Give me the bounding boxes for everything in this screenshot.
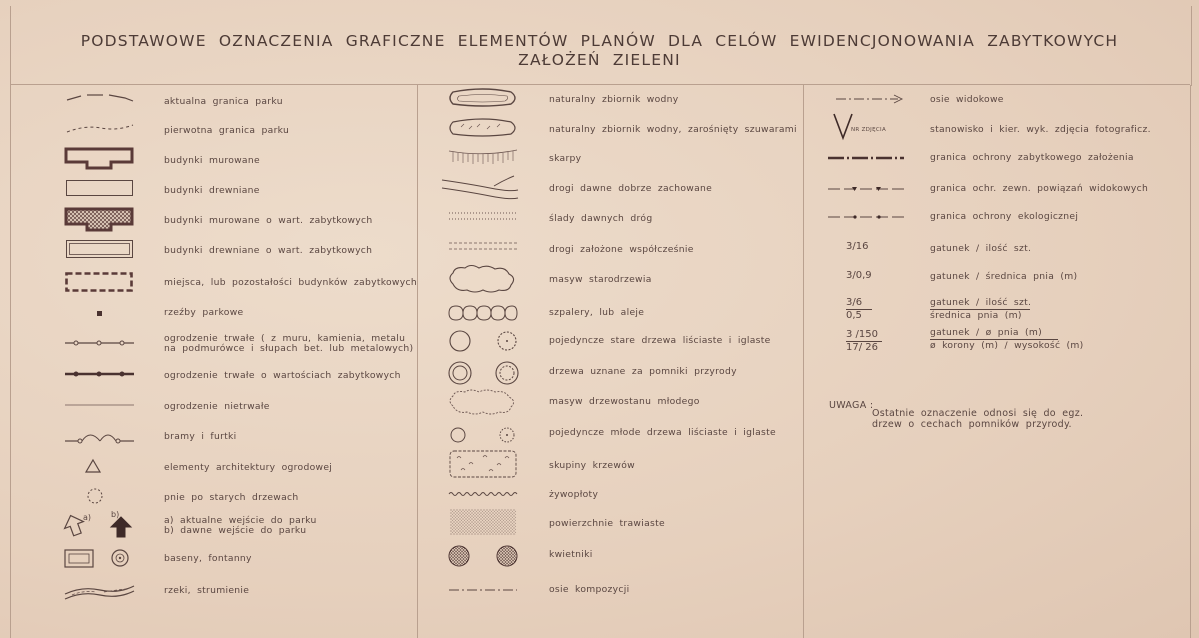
title-line-2: ZAŁOŻEŃ ZIELENI xyxy=(518,51,681,69)
permanent-fence-symbol xyxy=(64,336,136,350)
current-entrance-arrow-icon xyxy=(63,512,85,538)
former-entrance-arrow-icon xyxy=(110,516,132,538)
legend-label: drogi założone współcześnie xyxy=(549,244,694,255)
note-heading: UWAGA : xyxy=(829,400,874,411)
legend-label: granica ochrony ekologicznej xyxy=(930,211,1079,222)
legend-label: ślady dawnych dróg xyxy=(549,213,653,224)
legend-label: naturalny zbiornik wodny xyxy=(549,94,679,105)
historic-brick-building-symbol xyxy=(65,208,135,232)
legend-label: masyw starodrzewia xyxy=(549,274,652,285)
entrance-b-marker: b) xyxy=(111,510,120,519)
legend-label: naturalny zbiornik wodny, zarośnięty szuwarami xyxy=(549,124,797,135)
view-axes-symbol xyxy=(834,92,906,106)
legend-label: ogrodzenie nietrwałe xyxy=(164,401,270,412)
legend-label xyxy=(164,334,413,354)
current-park-boundary-symbol xyxy=(65,92,135,106)
legend-label: aktualna granica parku xyxy=(164,96,283,107)
legend-label: drogi dawne dobrze zachowane xyxy=(549,183,713,194)
legend-label: ogrodzenie trwałe o wartościach zabytkowych xyxy=(164,370,401,381)
legend-label-line-1: gatunek / ilość szt. xyxy=(930,297,1032,308)
legend-label: budynki drewniane o wart. zabytkowych xyxy=(164,245,373,256)
road-traces-symbol xyxy=(447,210,519,222)
legend-label: rzeki, strumienie xyxy=(164,585,250,596)
species-count-code: 3/16 xyxy=(846,241,869,252)
legend-label: pojedyncze młode drzewa liściaste i iglaste xyxy=(549,427,777,438)
pools-fountains-symbol xyxy=(64,548,136,570)
legend-label: elementy architektury ogrodowej xyxy=(164,462,333,473)
legend-label: gatunek / ilość szt. xyxy=(930,243,1032,254)
overgrown-pond-symbol xyxy=(447,118,519,138)
flower-beds-symbol xyxy=(447,544,519,568)
young-single-trees-symbol xyxy=(447,424,519,446)
nature-monument-trees-symbol xyxy=(447,359,519,387)
code-numerator: 3 /150 xyxy=(846,329,878,340)
legend-label: masyw drzewostanu młodego xyxy=(549,396,700,407)
old-roads-symbol xyxy=(440,174,520,202)
legend-label-line-1: gatunek / ø pnia (m) xyxy=(930,327,1043,338)
historic-fence-symbol xyxy=(64,367,136,381)
escarpment-symbol xyxy=(447,148,519,168)
column-rule-right xyxy=(1190,85,1191,638)
legend-label: baseny, fontanny xyxy=(164,553,252,564)
legend-label: bramy i furtki xyxy=(164,431,237,442)
legend-label: rzeźby parkowe xyxy=(164,307,244,318)
legend-label: granica ochrony zabytkowego założenia xyxy=(930,152,1134,163)
legend-label: powierzchnie trawiaste xyxy=(549,518,665,529)
legend-label: pojedyncze stare drzewa liściaste i iglaste xyxy=(549,335,771,346)
garden-architecture-triangle-symbol xyxy=(85,459,101,473)
original-park-boundary-symbol xyxy=(65,122,135,136)
composition-axes-symbol xyxy=(447,586,519,594)
shrub-clumps-symbol xyxy=(447,448,519,480)
legend-label: pnie po starych drzewach xyxy=(164,492,299,503)
legend-label xyxy=(930,328,1084,351)
legend-label: osie widokowe xyxy=(930,94,1004,105)
old-tree-stand-symbol xyxy=(447,264,519,294)
legend-label-line-1: a) aktualne wejście do parku xyxy=(164,515,317,526)
note-line-2: drzew o cechach pomników przyrody. xyxy=(872,419,1072,430)
legend-label: osie kompozycji xyxy=(549,584,630,595)
species-count-diameter-code xyxy=(846,297,874,322)
building-remains-symbol xyxy=(65,272,135,294)
legend-label: drzewa uznane za pomniki przyrody xyxy=(549,366,737,377)
external-view-protection-boundary-symbol xyxy=(826,184,906,194)
legend-label: szpalery, lub aleje xyxy=(549,307,645,318)
column-rule-1 xyxy=(417,85,418,638)
temporary-fence-symbol xyxy=(64,400,136,410)
legend-label xyxy=(930,298,1031,321)
gates-symbol xyxy=(64,426,136,446)
wooden-building-symbol xyxy=(66,180,136,198)
species-crown-height-code xyxy=(846,329,886,354)
legend-label: budynki murowane o wart. zabytkowych xyxy=(164,215,373,226)
page-title xyxy=(0,32,1199,70)
legend-label: budynki drewniane xyxy=(164,185,260,196)
code-numerator: 3/6 xyxy=(846,297,863,308)
legend-label-line-2: ø korony (m) / wysokość (m) xyxy=(930,340,1084,351)
legend-label-line-2: na podmurówce i słupach bet. lub metalowych) xyxy=(164,343,414,354)
legend-label: skarpy xyxy=(549,153,582,164)
rivers-streams-symbol xyxy=(64,580,136,602)
heritage-protection-boundary-symbol xyxy=(826,153,906,163)
lawn-areas-symbol xyxy=(450,509,518,537)
legend-label: skupiny krzewów xyxy=(549,460,635,471)
legend-label: pierwotna granica parku xyxy=(164,125,290,136)
park-sculpture-symbol xyxy=(97,311,102,316)
entrance-a-marker: a) xyxy=(83,513,92,522)
legend-label-line-1: ogrodzenie trwałe ( z muru, kamienia, metalu xyxy=(164,333,406,344)
title-line-1: PODSTAWOWE OZNACZENIA GRAFICZNE ELEMENTÓW PLANÓW DLA CELÓW EWIDENCJONOWANIA ZABYTKOWYCH xyxy=(80,32,1119,50)
column-rule-left xyxy=(10,85,11,638)
natural-pond-symbol xyxy=(447,88,519,108)
legend-label-line-2: b) dawne wejście do parku xyxy=(164,525,307,536)
hedges-symbol xyxy=(447,490,519,498)
ecological-protection-boundary-symbol xyxy=(826,212,906,222)
legend-label: żywopłoty xyxy=(549,489,599,500)
legend-label: stanowisko i kier. wyk. zdjęcia fotograficz. xyxy=(930,124,1151,135)
column-rule-2 xyxy=(803,85,804,638)
legend-label: granica ochr. zewn. powiązań widokowych xyxy=(930,183,1149,194)
historic-wooden-building-symbol xyxy=(66,240,136,260)
photo-number-label: NR ZDJĘCIA xyxy=(851,127,887,133)
code-denominator: 0,5 xyxy=(846,310,862,321)
old-single-trees-symbol xyxy=(447,328,519,354)
legend-label-line-2: średnica pnia (m) xyxy=(930,310,1022,321)
legend-label: budynki murowane xyxy=(164,155,260,166)
title-divider xyxy=(10,84,1190,85)
legend-label: kwietniki xyxy=(549,549,593,560)
brick-building-symbol xyxy=(65,148,135,170)
legend-label xyxy=(164,516,317,536)
tree-stump-symbol xyxy=(86,487,104,505)
code-denominator: 17/ 26 xyxy=(846,342,878,353)
young-tree-stand-symbol xyxy=(447,388,519,416)
tree-alley-symbol xyxy=(447,304,519,322)
note-text xyxy=(872,408,1083,430)
note-line-1: Ostatnie oznaczenie odnosi się do egz. xyxy=(872,408,1084,419)
species-diameter-code: 3/0,9 xyxy=(846,270,872,281)
modern-roads-symbol xyxy=(447,240,519,252)
legend-label: gatunek / średnica pnia (m) xyxy=(930,271,1078,282)
legend-label: miejsca, lub pozostałości budynków zabytkowych xyxy=(164,277,417,288)
